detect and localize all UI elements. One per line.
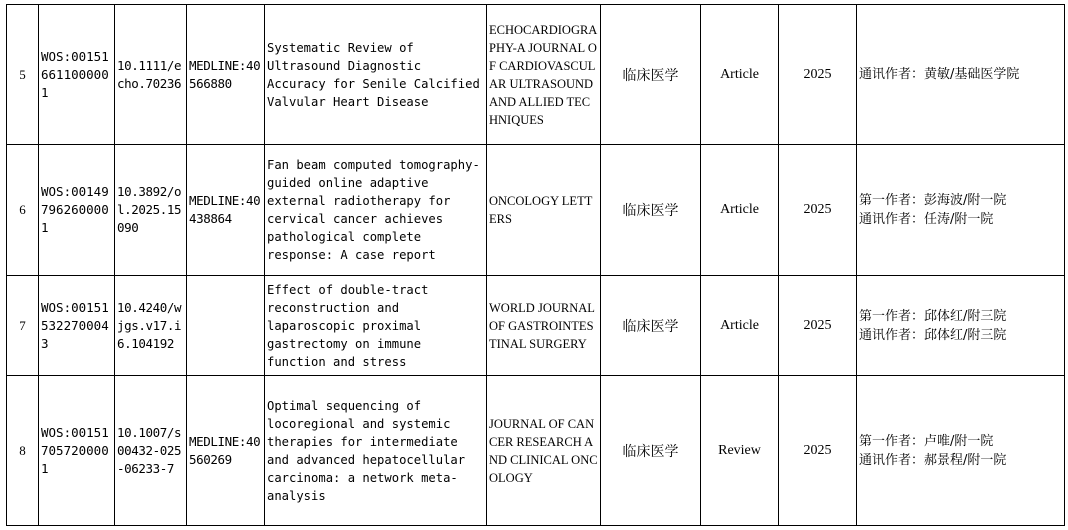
table-body	[7, 5, 1065, 526]
author-line: 通讯作者：任涛/附一院	[859, 212, 994, 227]
article-title: Optimal sequencing of locoregional and systemic therapies for intermediate and advanced hepatocellular carcinoma: a network meta-analysis	[265, 376, 487, 526]
table-row	[7, 5, 1065, 145]
row-index: 6	[7, 145, 39, 276]
row-index: 5	[7, 5, 39, 145]
author-info	[857, 376, 1065, 526]
medline-id: MEDLINE:40438864	[187, 145, 265, 276]
article-title: Systematic Review of Ultrasound Diagnostic Accuracy for Senile Calcified Valvular Heart Disease	[265, 5, 487, 145]
publication-year: 2025	[779, 276, 857, 376]
doi: 10.3892/ol.2025.15090	[115, 145, 187, 276]
table-row	[7, 145, 1065, 276]
doi: 10.1007/s00432-025-06233-7	[115, 376, 187, 526]
wos-id: WOS:001516611000001	[39, 5, 115, 145]
author-line: 通讯作者：黄敏/基础医学院	[859, 67, 1020, 82]
medline-id	[187, 276, 265, 376]
table-row	[7, 376, 1065, 526]
row-index: 8	[7, 376, 39, 526]
subject-category: 临床医学	[601, 376, 701, 526]
author-line: 第一作者：彭海波/附一院	[859, 193, 1007, 208]
publications-table	[6, 4, 1065, 526]
doi: 10.4240/wjgs.v17.i6.104192	[115, 276, 187, 376]
wos-id: WOS:001517057200001	[39, 376, 115, 526]
subject-category: 临床医学	[601, 145, 701, 276]
author-line: 第一作者：卢唯/附一院	[859, 433, 994, 449]
publication-year: 2025	[779, 145, 857, 276]
journal-name: JOURNAL OF CANCER RESEARCH AND CLINICAL ONCOLOGY	[487, 376, 601, 526]
table-row	[7, 276, 1065, 376]
author-line: 通讯作者：邱体红/附三院	[859, 327, 1007, 343]
publication-year: 2025	[779, 5, 857, 145]
row-index: 7	[7, 276, 39, 376]
author-info	[857, 276, 1065, 376]
article-title: Fan beam computed tomography-guided online adaptive external radiotherapy for cervical cancer achieves pathological complete response: A case report	[265, 145, 487, 276]
journal-name: ONCOLOGY LETTERS	[487, 145, 601, 276]
document-type: Article	[701, 5, 779, 145]
article-title: Effect of double-tract reconstruction and laparoscopic proximal gastrectomy on immune function and stress	[265, 276, 487, 376]
author-info	[857, 145, 1065, 276]
medline-id: MEDLINE:40560269	[187, 376, 265, 526]
wos-id: WOS:001515322700043	[39, 276, 115, 376]
document-type: Review	[701, 376, 779, 526]
author-line: 通讯作者：郝景程/附一院	[859, 452, 1007, 468]
medline-id: MEDLINE:40566880	[187, 5, 265, 145]
subject-category: 临床医学	[601, 5, 701, 145]
journal-name: WORLD JOURNAL OF GASTROINTESTINAL SURGERY	[487, 276, 601, 376]
author-line: 第一作者：邱体红/附三院	[859, 308, 1007, 324]
document-type: Article	[701, 276, 779, 376]
journal-name: ECHOCARDIOGRAPHY-A JOURNAL OF CARDIOVASCULAR ULTRASOUND AND ALLIED TECHNIQUES	[487, 5, 601, 145]
subject-category: 临床医学	[601, 276, 701, 376]
document-type: Article	[701, 145, 779, 276]
author-info	[857, 5, 1065, 145]
publication-year: 2025	[779, 376, 857, 526]
doi: 10.1111/echo.70236	[115, 5, 187, 145]
wos-id: WOS:001497962600001	[39, 145, 115, 276]
